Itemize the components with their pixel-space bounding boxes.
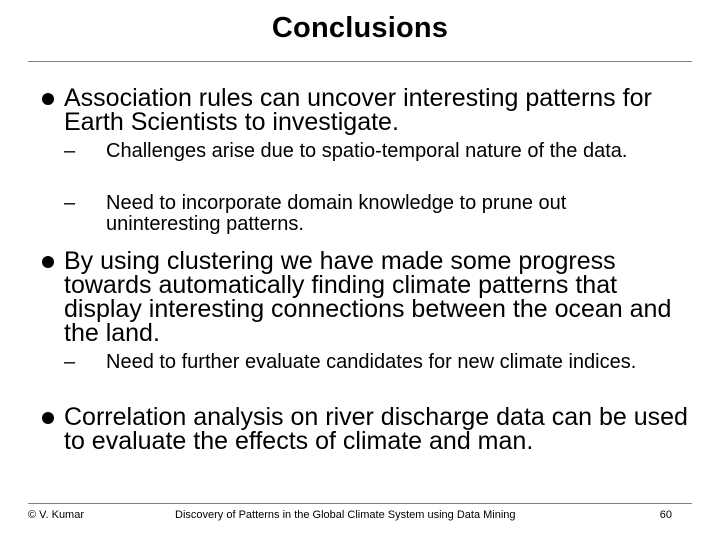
bullet-text-3: Correlation analysis on river discharge data can be used to evaluate the effects of climate and man. xyxy=(64,403,688,455)
title-divider xyxy=(28,61,692,62)
bullet-text-2: By using clustering we have made some progress towards automatically finding climate patterns that display interesting connections between the ocean and the land. xyxy=(64,247,672,347)
footer-author: © V. Kumar xyxy=(28,509,84,521)
bullet-text-1: Association rules can uncover interesting patterns for Earth Scientists to investigate. xyxy=(64,84,652,136)
subitem-1-2 xyxy=(64,193,664,235)
subitem-1-1 xyxy=(64,141,664,162)
subitem-text: Challenges arise due to spatio-temporal nature of the data. xyxy=(106,140,628,162)
dash-icon: – xyxy=(64,140,76,162)
bullet-icon xyxy=(42,256,54,268)
bullet-icon xyxy=(42,412,54,424)
subitem-text: Need to incorporate domain knowledge to prune out uninteresting patterns. xyxy=(106,192,567,235)
page-number: 60 xyxy=(659,509,672,521)
subitem-text: Need to further evaluate candidates for new climate indices. xyxy=(106,351,637,373)
footer-subtitle: Discovery of Patterns in the Global Climate System using Data Mining xyxy=(175,509,516,521)
dash-icon: – xyxy=(64,192,76,214)
subitem-2-1 xyxy=(64,352,664,373)
footer-divider xyxy=(28,503,692,504)
slide-title: Conclusions xyxy=(271,12,449,44)
dash-icon: – xyxy=(64,351,76,373)
bullet-icon xyxy=(42,93,54,105)
